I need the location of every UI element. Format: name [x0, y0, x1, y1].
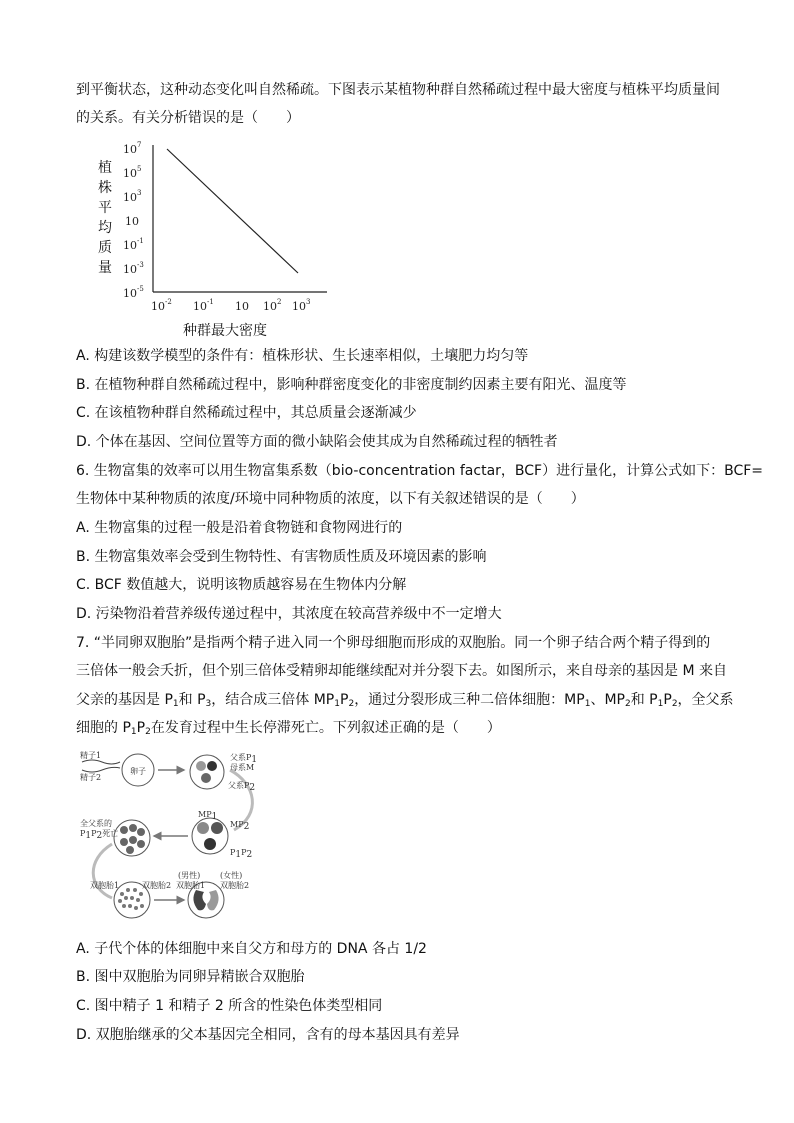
label-twin2b: 双胞胎2 [220, 881, 250, 890]
q7-option-a: A. 子代个体的体细胞中来自父方和母方的 DNA 各占 1/2 [76, 941, 427, 957]
ylabel-char: 植 [98, 160, 112, 176]
q7-option-d: D. 双胞胎继承的父本基因完全相同，含有的母本基因具有差异 [76, 1027, 460, 1043]
label-p1p2: $P_1P_2$ [230, 848, 253, 860]
label-egg: 卵子 [130, 767, 146, 776]
label-twin2: 双胞胎2 [142, 881, 172, 890]
triploid-zygote [190, 755, 224, 789]
label-fp2: 父系$P_2$ [228, 781, 256, 793]
y-tick-label: 10 [125, 215, 139, 228]
label-allfather-2: $P_1P_2$死亡 [80, 829, 119, 841]
y-tick-exp: -1 [137, 237, 144, 245]
chart-svg [95, 140, 335, 340]
q7-option-c: C. 图中精子 1 和精子 2 所含的性染色体类型相同 [76, 998, 383, 1014]
y-tick-label: 10 [123, 239, 137, 252]
x-tick-exp: 2 [277, 298, 282, 306]
q5-option-d: D. 个体在基因、空间位置等方面的微小缺陷会使其成为自然稀疏过程的牺牲者 [76, 434, 558, 450]
q7-stem-line-2: 三倍体一般会夭折，但个别三倍体受精卵却能继续配对并分裂下去。如图所示，来自母亲的基因是 M 来自 [76, 663, 727, 679]
y-tick-exp: -5 [137, 285, 144, 293]
x-tick-exp: -2 [165, 298, 172, 306]
y-tick-label: 10 [123, 287, 137, 300]
twin-formation-diagram [80, 748, 280, 926]
q5-option-a: A. 构建该数学模型的条件有：植株形状、生长速率相似，土壤肥力均匀等 [76, 348, 529, 364]
label-male: (男性) [178, 871, 201, 880]
label-sperm2: 精子2 [80, 773, 102, 782]
x-tick-label: 10 [151, 300, 165, 313]
y-tick-exp: -3 [137, 261, 144, 269]
y-tick-label: 10 [123, 263, 137, 276]
y-tick-label: 10 [123, 143, 137, 156]
ylabel-char: 质 [98, 240, 112, 256]
ylabel-char: 株 [98, 180, 112, 196]
ylabel-char: 平 [98, 200, 112, 216]
label-mm: 母系M [230, 763, 255, 772]
q6-option-b: B. 生物富集效率会受到生物特性、有害物质性质及环境因素的影响 [76, 549, 487, 565]
y-tick-exp: 5 [137, 165, 142, 173]
intro-line-2: 的关系。有关分析错误的是（ ） [76, 110, 300, 126]
label-twin1: 双胞胎1 [90, 881, 120, 890]
label-female: (女性) [220, 871, 243, 880]
x-tick-label: 10 [263, 300, 277, 313]
label-fp1: 父系$P_1$ [230, 753, 258, 765]
y-tick-exp: 3 [137, 189, 142, 197]
q7-stem-line-1: 7. “半同卵双胞胎”是指两个精子进入同一个卵母细胞而形成的双胞胎。同一个卵子结合两个精子得到的 [76, 635, 711, 651]
q5-option-b: B. 在植物种群自然稀疏过程中，影响种群密度变化的非密度制约因素主要有阳光、温度等 [76, 377, 627, 393]
x-tick-exp: 3 [306, 298, 311, 306]
density-mass-chart [95, 140, 335, 340]
series-line [167, 149, 298, 273]
x-tick-label: 10 [292, 300, 306, 313]
label-sperm1: 精子1 [80, 751, 102, 760]
q6-option-a: A. 生物富集的过程一般是沿着食物链和食物网进行的 [76, 520, 403, 536]
x-tick-label: 10 [193, 300, 207, 313]
y-tick-exp: 7 [137, 141, 142, 149]
ylabel-char: 量 [98, 260, 112, 276]
y-tick-label: 10 [123, 167, 137, 180]
label-mp1: $MP_1$ [198, 810, 218, 822]
q6-option-d: D. 污染物沿着营养级传递过程中，其浓度在较高营养级中不一定增大 [76, 606, 502, 622]
intro-line-1: 到平衡状态，这种动态变化叫自然稀疏。下图表示某植物种群自然稀疏过程中最大密度与植株平均质量间 [76, 82, 720, 98]
label-allfather-1: 全父系的 [80, 819, 112, 828]
q7-stem-line-3: 父亲的基因是 $P_1$和 $P_3$，结合成三倍体 $MP_1P_2$，通过分裂形成三种二倍体细胞：$MP_1$、$MP_2$和 $P_1P_2$，全父系 [76, 692, 734, 709]
q5-option-c: C. 在该植物种群自然稀疏过程中，其总质量会逐渐减少 [76, 405, 417, 421]
q6-stem-line-1: 6. 生物富集的效率可以用生物富集系数（bio-concentration factar，BCF）进行量化，计算公式如下：BCF= [76, 463, 764, 479]
x-tick-label: 10 [235, 300, 249, 313]
y-tick-label: 10 [123, 191, 137, 204]
ylabel-char: 均 [98, 220, 112, 236]
q7-stem-line-4: 细胞的 $P_1P_2$在发育过程中生长停滞死亡。下列叙述正确的是（ ） [76, 720, 501, 737]
q6-stem-line-2: 生物体中某种物质的浓度/环境中同种物质的浓度，以下有关叙述错误的是（ ） [76, 491, 585, 507]
label-twin1b: 双胞胎1 [176, 881, 206, 890]
label-mp2: $MP_2$ [230, 820, 250, 832]
chart-xlabel: 种群最大密度 [183, 323, 267, 339]
q7-option-b: B. 图中双胞胎为同卵异精嵌合双胞胎 [76, 969, 305, 985]
x-tick-exp: -1 [207, 298, 214, 306]
q6-option-c: C. BCF 数值越大，说明该物质越容易在生物体内分解 [76, 577, 407, 593]
